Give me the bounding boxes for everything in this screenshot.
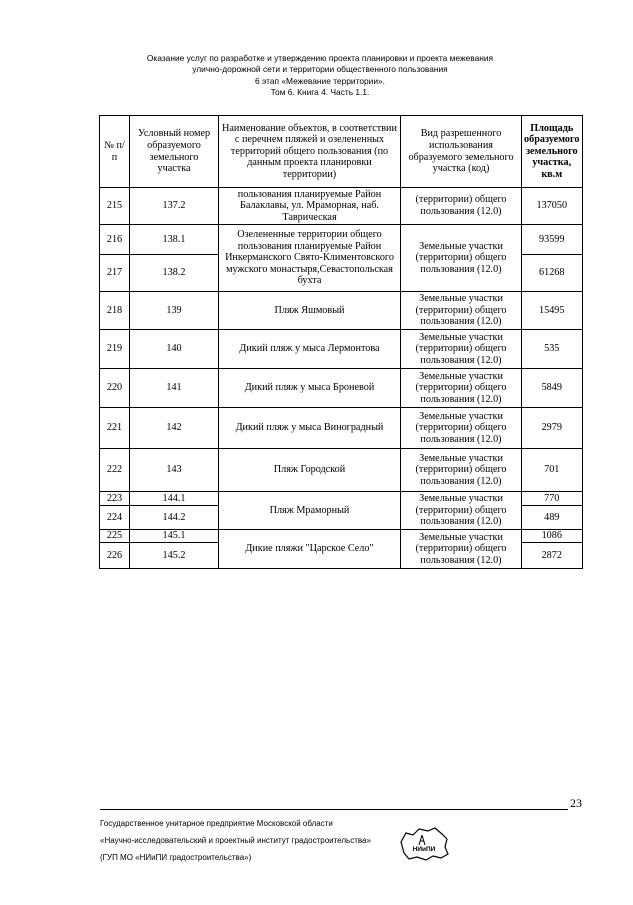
object-name: Пляж Яшмовый	[219, 292, 401, 330]
header-line-2: улично-дорожной сети и территории общественного пользования	[192, 64, 448, 75]
permitted-use: Земельные участки (территории) общего пользования (12.0)	[401, 449, 522, 492]
col-header-area: Площадь образуемого земельного участка, кв.м	[522, 116, 583, 188]
row-number: 223	[100, 492, 130, 506]
plot-area: 2872	[522, 543, 583, 569]
table-row	[100, 408, 583, 449]
row-number: 216	[100, 225, 130, 255]
logo-text: НИиПИ	[412, 846, 436, 853]
footer-line-2: «Научно-исследовательский и проектный институт градостроительства»	[100, 836, 371, 845]
plot-code: 137.2	[130, 188, 219, 225]
header-line-3: 6 этап «Межевание территории».	[255, 75, 385, 86]
object-name: Дикий пляж у мыса Виноградный	[219, 408, 401, 449]
plot-code: 143	[130, 449, 219, 492]
table-row	[100, 530, 583, 543]
object-name: Пляж Мраморный	[219, 492, 401, 530]
table-row	[100, 449, 583, 492]
footer-line-1: Государственное унитарное предприятие Московской области	[100, 819, 333, 828]
object-name: Дикий пляж у мыса Лермонтова	[219, 330, 401, 369]
table-row	[100, 292, 583, 330]
plot-area: 15495	[522, 292, 583, 330]
plot-area: 1086	[522, 530, 583, 543]
plot-code: 142	[130, 408, 219, 449]
permitted-use: Земельные участки (территории) общего пользования (12.0)	[401, 530, 522, 569]
object-name: пользования планируемые Район Балаклавы, ул. Мраморная, наб. Таврическая	[219, 188, 401, 225]
plot-area: 2979	[522, 408, 583, 449]
object-name: Озелененные территории общего пользования планируемые Район Инкерманского Свято-Климентовского мужского монастыря,Севастопольская бухта	[219, 225, 401, 292]
header-line-1: Оказание услуг по разработке и утверждению проекта планировки и проекта межевания	[146, 53, 494, 63]
plot-code: 138.1	[130, 225, 219, 255]
permitted-use: Земельные участки (территории) общего пользования (12.0)	[401, 330, 522, 369]
object-name: Дикие пляжи "Царское Село"	[219, 530, 401, 569]
plot-area: 701	[522, 449, 583, 492]
row-number: 217	[100, 255, 130, 292]
document-footer	[100, 815, 371, 866]
table-row	[100, 330, 583, 369]
table-header-row	[100, 116, 583, 188]
table-row	[100, 225, 583, 255]
page-number: 23	[570, 796, 582, 810]
plot-code: 138.2	[130, 255, 219, 292]
plot-area: 61268	[522, 255, 583, 292]
footer-line-3: (ГУП МО «НИиПИ градостроительства»)	[100, 853, 252, 862]
table-row	[100, 188, 583, 225]
plot-area: 93599	[522, 225, 583, 255]
plot-area: 489	[522, 506, 583, 530]
footer-divider	[100, 809, 568, 810]
header-line-4: Том 6. Книга 4. Часть 1.1.	[270, 86, 370, 97]
row-number: 221	[100, 408, 130, 449]
plot-area: 137050	[522, 188, 583, 225]
row-number: 218	[100, 292, 130, 330]
plot-area: 535	[522, 330, 583, 369]
plot-code: 145.1	[130, 530, 219, 543]
row-number: 225	[100, 530, 130, 543]
plot-code: 145.2	[130, 543, 219, 569]
object-name: Пляж Городской	[219, 449, 401, 492]
row-number: 226	[100, 543, 130, 569]
table-row	[100, 492, 583, 506]
col-header-use: Вид разрешенного использования образуемого земельного участка (код)	[401, 116, 522, 188]
permitted-use: Земельные участки (территории) общего пользования (12.0)	[401, 369, 522, 408]
permitted-use: Земельные участки (территории) общего пользования (12.0)	[401, 225, 522, 292]
col-header-name: Наименование объектов, в соответствии с перечнем пляжей и озелененных территорий общего пользования (по данным проекта планировки территории)	[219, 116, 401, 188]
row-number: 222	[100, 449, 130, 492]
plot-code: 139	[130, 292, 219, 330]
plot-code: 140	[130, 330, 219, 369]
row-number: 224	[100, 506, 130, 530]
plot-code: 144.2	[130, 506, 219, 530]
col-header-code: Условный номер образуемого земельного участка	[130, 116, 219, 188]
plot-area: 5849	[522, 369, 583, 408]
land-plots-table	[99, 115, 583, 569]
object-name: Дикий пляж у мыса Броневой	[219, 369, 401, 408]
row-number: 215	[100, 188, 130, 225]
permitted-use: Земельные участки (территории) общего пользования (12.0)	[401, 408, 522, 449]
plot-area: 770	[522, 492, 583, 506]
permitted-use: Земельные участки (территории) общего пользования (12.0)	[401, 292, 522, 330]
row-number: 220	[100, 369, 130, 408]
table-row	[100, 369, 583, 408]
permitted-use: (территории) общего пользования (12.0)	[401, 188, 522, 225]
organization-logo-icon	[398, 826, 450, 862]
plot-code: 144.1	[130, 492, 219, 506]
row-number: 219	[100, 330, 130, 369]
plot-code: 141	[130, 369, 219, 408]
permitted-use: Земельные участки (территории) общего пользования (12.0)	[401, 492, 522, 530]
document-header	[100, 53, 540, 98]
col-header-number: № п/п	[100, 116, 130, 188]
